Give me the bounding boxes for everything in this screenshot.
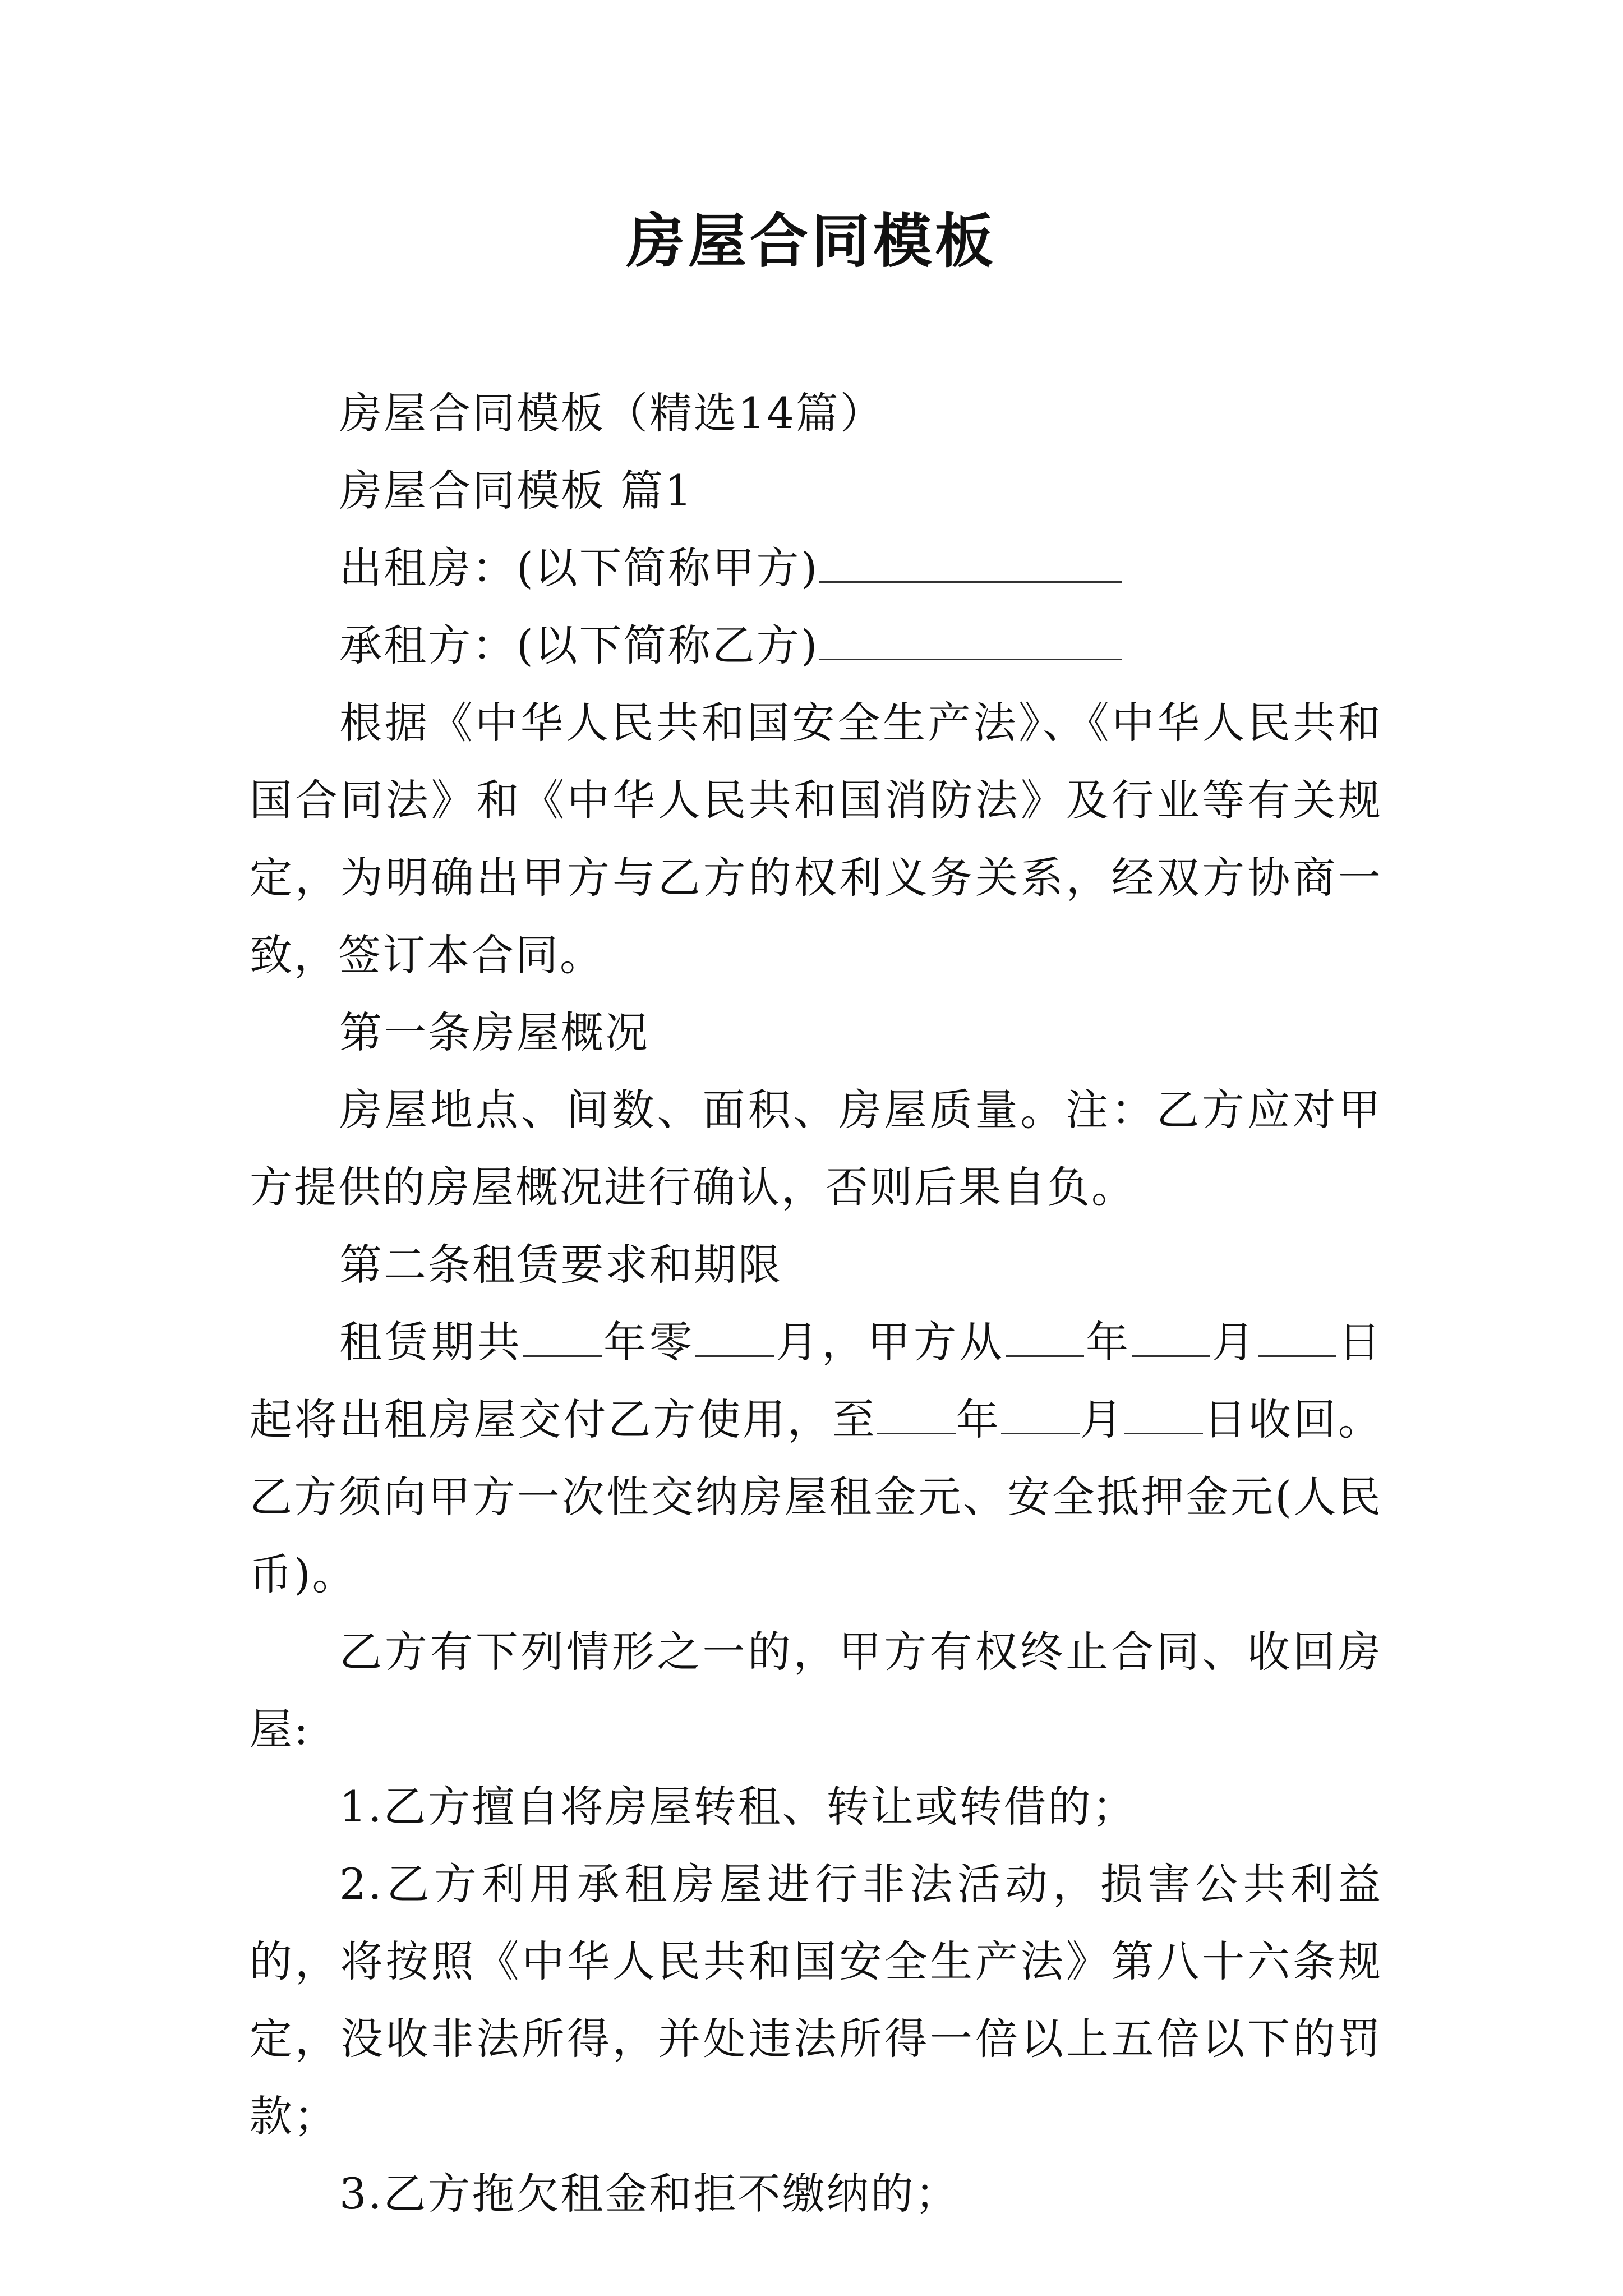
end-day-blank	[1124, 1391, 1203, 1434]
lessee-blank	[819, 617, 1122, 660]
lessor-label: 出租房：(以下简称甲方)	[339, 543, 819, 593]
article2-heading: 第二条租赁要求和期限	[339, 1240, 782, 1290]
section-heading: 房屋合同模板 篇1	[339, 466, 694, 516]
end-year-blank	[877, 1391, 956, 1434]
lease-text: 月	[1079, 1395, 1125, 1444]
termination-intro: 乙方有下列情形之一的，甲方有权终止合同、收回房屋:	[250, 1627, 1382, 1754]
lease-text: 租赁期共	[339, 1317, 523, 1367]
lease-text: 日起将出租房屋交付乙方使用，至	[250, 1317, 1382, 1444]
lease-months-blank	[695, 1314, 774, 1357]
lease-text: 年零	[602, 1317, 695, 1367]
start-year-blank	[1006, 1314, 1084, 1357]
lessee-line	[250, 607, 1382, 684]
lessee-label: 承租方：(以下简称乙方)	[339, 620, 819, 670]
start-month-blank	[1132, 1314, 1210, 1357]
document-title: 房屋合同模板	[626, 206, 997, 275]
subtitle: 房屋合同模板（精选14篇）	[339, 388, 884, 438]
termination-item-1: 1.乙方擅自将房屋转租、转让或转借的；	[339, 1782, 1137, 1832]
termination-item-3: 3.乙方拖欠租金和拒不缴纳的；	[339, 2169, 960, 2219]
lease-text: 日收回。乙方须向甲方一次性交纳房屋租金元、安全抵押金元(人民币)。	[250, 1395, 1383, 1599]
intro-paragraph: 根据《中华人民共和国安全生产法》、《中华人民共和国合同法》和《中华人民共和国消防法》及行业等有关规定，为明确出甲方与乙方的权利义务关系，经双方协商一致，签订本合同。	[250, 698, 1382, 980]
lease-text: 年	[955, 1395, 1001, 1444]
start-day-blank	[1258, 1314, 1336, 1357]
lessor-line	[250, 530, 1382, 607]
article1-text: 房屋地点、间数、面积、房屋质量。注：乙方应对甲方提供的房屋概况进行确认，否则后果自负。	[250, 1085, 1382, 1212]
end-month-blank	[1001, 1391, 1080, 1434]
lease-text: 月，甲方从	[774, 1317, 1006, 1367]
lease-text: 年	[1084, 1317, 1132, 1367]
lessor-blank	[819, 540, 1122, 583]
article1-heading: 第一条房屋概况	[339, 1007, 649, 1057]
lease-text: 月	[1210, 1317, 1258, 1367]
termination-item-2: 2.乙方利用承租房屋进行非法活动，损害公共利益的，将按照《中华人民共和国安全生产法》第八十六条规定，没收非法所得，并处违法所得一倍以上五倍以下的罚款；	[250, 1859, 1382, 2141]
lease-paragraph	[250, 1304, 1382, 1613]
document-body	[250, 375, 1382, 2233]
lease-years-blank	[523, 1314, 602, 1357]
